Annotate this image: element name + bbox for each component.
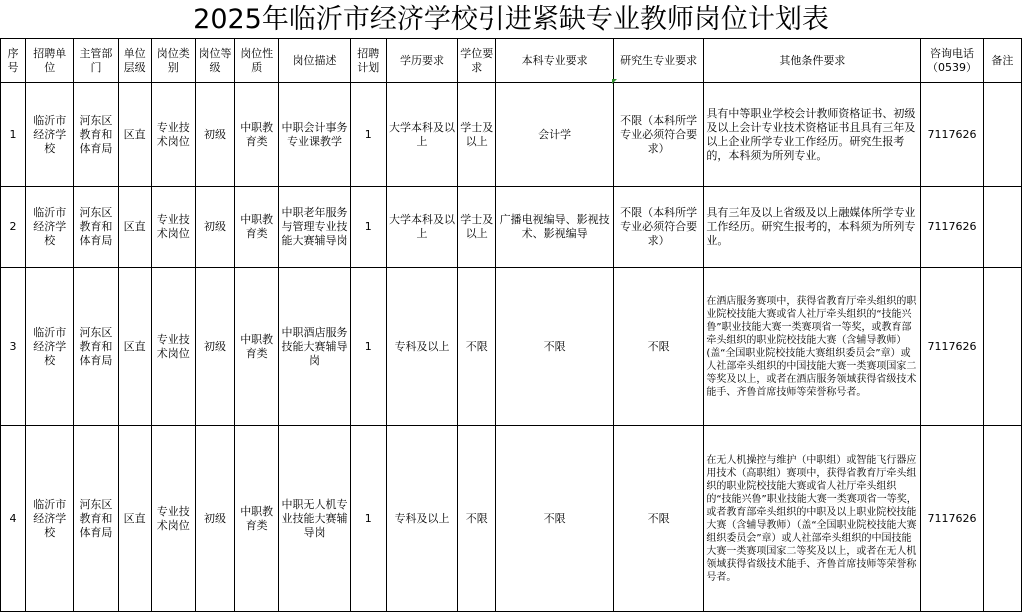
cell-category[interactable]: 专业技术岗位 xyxy=(151,268,195,426)
header-phone: 咨询电话（0539） xyxy=(921,39,983,83)
cell-desc[interactable]: 中职会计事务专业课教学 xyxy=(279,83,350,187)
header-dept: 主管部门 xyxy=(74,39,118,83)
header-note: 备注 xyxy=(983,39,1021,83)
cell-phone[interactable]: 7117626 xyxy=(921,426,983,612)
cell-category[interactable]: 专业技术岗位 xyxy=(151,83,195,187)
cell-major-bachelor[interactable]: 不限 xyxy=(496,268,614,426)
cell-note[interactable] xyxy=(983,268,1021,426)
header-row xyxy=(1,39,1022,83)
table-row xyxy=(1,426,1022,612)
cell-grade[interactable]: 初级 xyxy=(195,83,234,187)
cell-category[interactable]: 专业技术岗位 xyxy=(151,187,195,268)
header-degree: 学位要求 xyxy=(458,39,496,83)
cell-degree[interactable]: 学士及以上 xyxy=(458,83,496,187)
cell-level[interactable]: 区直 xyxy=(118,187,151,268)
cell-seq[interactable]: 1 xyxy=(1,83,26,187)
cell-grade[interactable]: 初级 xyxy=(195,187,234,268)
cell-grade[interactable]: 初级 xyxy=(195,268,234,426)
cell-dept[interactable]: 河东区教育和体育局 xyxy=(74,83,118,187)
cell-degree[interactable]: 不限 xyxy=(458,268,496,426)
header-unit: 招聘单位 xyxy=(26,39,74,83)
cell-plan[interactable]: 1 xyxy=(350,187,386,268)
cell-nature[interactable]: 中职教育类 xyxy=(235,268,279,426)
header-desc: 岗位描述 xyxy=(279,39,350,83)
header-plan: 招聘计划 xyxy=(350,39,386,83)
cell-edu[interactable]: 大学本科及以上 xyxy=(386,83,457,187)
cell-degree[interactable]: 不限 xyxy=(458,426,496,612)
cell-desc[interactable]: 中职老年服务与管理专业技能大赛辅导岗 xyxy=(279,187,350,268)
cell-phone[interactable]: 7117626 xyxy=(921,268,983,426)
cell-desc[interactable]: 中职酒店服务技能大赛辅导岗 xyxy=(279,268,350,426)
cell-degree[interactable]: 学士及以上 xyxy=(458,187,496,268)
cell-plan[interactable]: 1 xyxy=(350,268,386,426)
cell-edu[interactable]: 专科及以上 xyxy=(386,268,457,426)
cell-unit[interactable]: 临沂市经济学校 xyxy=(26,83,74,187)
cell-plan[interactable]: 1 xyxy=(350,426,386,612)
cell-major-grad[interactable]: 不限（本科所学专业必须符合要求） xyxy=(613,187,703,268)
table-row xyxy=(1,83,1022,187)
cell-other[interactable]: 具有中等职业学校会计教师资格证书、初级及以上会计专业技术资格证书且具有三年及以上企业所学专业工作经历。研究生报考的，本科须为所列专业。 xyxy=(704,83,921,187)
cell-nature[interactable]: 中职教育类 xyxy=(235,426,279,612)
cell-level[interactable]: 区直 xyxy=(118,426,151,612)
header-major-bachelor: 本科专业要求 xyxy=(496,39,614,83)
cell-unit[interactable]: 临沂市经济学校 xyxy=(26,268,74,426)
cell-note[interactable] xyxy=(983,83,1021,187)
table-row xyxy=(1,187,1022,268)
cell-phone[interactable]: 7117626 xyxy=(921,83,983,187)
cell-level[interactable]: 区直 xyxy=(118,83,151,187)
cell-nature[interactable]: 中职教育类 xyxy=(235,187,279,268)
header-nature: 岗位性质 xyxy=(235,39,279,83)
cell-major-grad[interactable]: 不限 xyxy=(613,426,703,612)
cell-nature[interactable]: 中职教育类 xyxy=(235,83,279,187)
cell-category[interactable]: 专业技术岗位 xyxy=(151,426,195,612)
cell-major-bachelor[interactable]: 会计学 xyxy=(496,83,614,187)
cell-dept[interactable]: 河东区教育和体育局 xyxy=(74,187,118,268)
page-title: 2025年临沂市经济学校引进紧缺专业教师岗位计划表 xyxy=(193,4,829,35)
cell-plan[interactable]: 1 xyxy=(350,83,386,187)
cell-major-grad[interactable]: 不限 xyxy=(613,268,703,426)
cell-other[interactable]: 在无人机操控与维护（中职组）或智能飞行器应用技术（高职组）赛项中，获得省教育厅牵头组织的职业院校技能大赛或省人社厅牵头组织的“技能兴鲁”职业技能大赛一类赛项省一等奖，或者教育部牵头组织的中职及以上职业院校技能大赛（含辅导教师）（盖“全国职业院校技能大赛组织委员会”章）或人社部牵头组织的中国技能大赛一类赛项国家二等奖及以上，或者在无人机领域获得省级技术能手、齐鲁首席技师等荣誉称号者。 xyxy=(704,426,921,612)
cell-dept[interactable]: 河东区教育和体育局 xyxy=(74,268,118,426)
cell-unit[interactable]: 临沂市经济学校 xyxy=(26,426,74,612)
cell-other[interactable]: 在酒店服务赛项中，获得省教育厅牵头组织的职业院校技能大赛或省人社厅牵头组织的“技能兴鲁”职业技能大赛一类赛项省一等奖，或教育部牵头组织的职业院校技能大赛（含辅导教师）(盖“全国职业院校技能大赛组织委员会”章）或人社部牵头组织的中国技能大赛一类赛项国家二等奖及以上，或者在酒店服务领域获得省级技术能手、齐鲁首席技师等荣誉称号者。 xyxy=(704,268,921,426)
cell-major-bachelor[interactable]: 广播电视编导、影视技术、影视编导 xyxy=(496,187,614,268)
cell-major-grad[interactable]: 不限（本科所学专业必须符合要求） xyxy=(613,83,703,187)
header-major-grad: 研究生专业要求 xyxy=(613,39,703,83)
cell-level[interactable]: 区直 xyxy=(118,268,151,426)
cell-seq[interactable]: 2 xyxy=(1,187,26,268)
cell-unit[interactable]: 临沂市经济学校 xyxy=(26,187,74,268)
header-grade: 岗位等级 xyxy=(195,39,234,83)
cell-major-bachelor[interactable]: 不限 xyxy=(496,426,614,612)
cell-other[interactable]: 具有三年及以上省级及以上融媒体所学专业工作经历。研究生报考的，本科须为所列专业。 xyxy=(704,187,921,268)
cell-note[interactable] xyxy=(983,426,1021,612)
cell-comment-marker xyxy=(612,79,617,84)
cell-dept[interactable]: 河东区教育和体育局 xyxy=(74,426,118,612)
header-other: 其他条件要求 xyxy=(704,39,921,83)
header-category: 岗位类别 xyxy=(151,39,195,83)
table-row xyxy=(1,268,1022,426)
cell-seq[interactable]: 4 xyxy=(1,426,26,612)
cell-seq[interactable]: 3 xyxy=(1,268,26,426)
cell-phone[interactable]: 7117626 xyxy=(921,187,983,268)
cell-grade[interactable]: 初级 xyxy=(195,426,234,612)
header-edu: 学历要求 xyxy=(386,39,457,83)
header-level: 单位层级 xyxy=(118,39,151,83)
cell-note[interactable] xyxy=(983,187,1021,268)
cell-edu[interactable]: 大学本科及以上 xyxy=(386,187,457,268)
position-plan-table xyxy=(0,38,1022,612)
cell-desc[interactable]: 中职无人机专业技能大赛辅导岗 xyxy=(279,426,350,612)
cell-edu[interactable]: 专科及以上 xyxy=(386,426,457,612)
header-seq: 序号 xyxy=(1,39,26,83)
